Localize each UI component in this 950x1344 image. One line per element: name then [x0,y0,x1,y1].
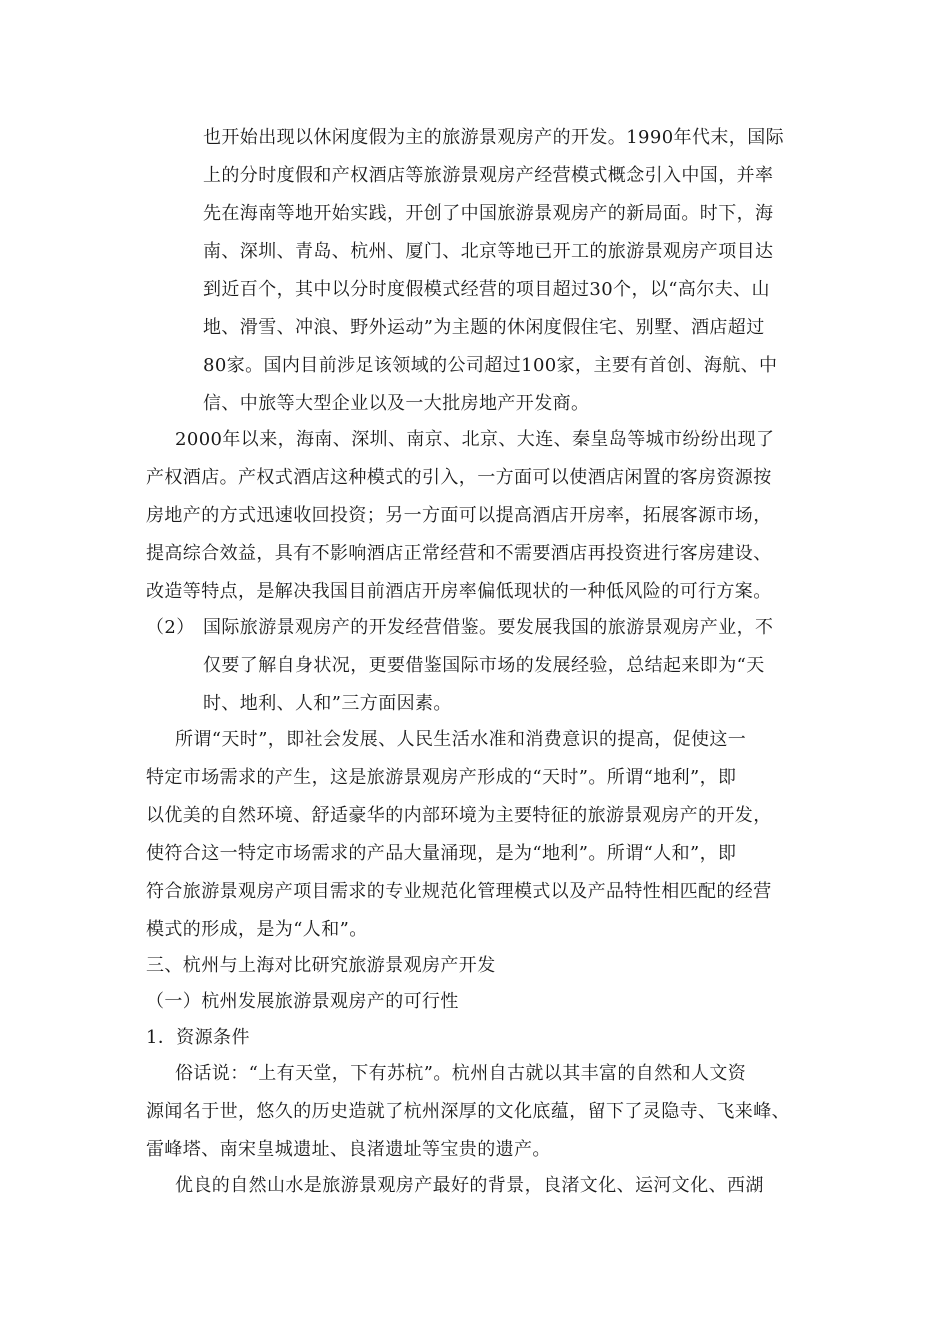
text-line: 80家。国内目前涉足该领域的公司超过100家，主要有首创、海航、中 [203,355,778,376]
text-line: 到近百个，其中以分时度假模式经营的项目超过30个，以“高尔夫、山 [203,279,770,300]
paragraph-line: 所谓“天时”，即社会发展、人民生活水准和消费意识的提高，促使这一 [175,729,747,750]
paragraph-line: 优良的自然山水是旅游景观房产最好的背景，良渚文化、运河文化、西湖 [175,1175,764,1196]
paragraph-line: 2000年以来，海南、深圳、南京、北京、大连、秦皇岛等城市纷纷出现了 [175,429,775,450]
list-item-line: 时、地利、人和”三方面因素。 [203,693,452,714]
paragraph-line: 使符合这一特定市场需求的产品大量涌现，是为“地利”。所谓“人和”，即 [146,843,737,864]
paragraph-line: 俗话说：“上有天堂，下有苏杭”。杭州自古就以其丰富的自然和人文资 [175,1063,747,1084]
text-line: 信、中旅等大型企业以及一大批房地产开发商。 [203,393,590,414]
list-item-number: （2） [146,617,195,638]
list-item-line: 仅要了解自身状况，更要借鉴国际市场的发展经验，总结起来即为“天 [203,655,765,676]
text-line: 先在海南等地开始实践，开创了中国旅游景观房产的新局面。时下，海 [203,203,774,224]
paragraph-line: 符合旅游景观房产项目需求的专业规范化管理模式以及产品特性相匹配的经营 [146,881,772,902]
text-line: 地、滑雪、冲浪、野外运动”为主题的休闲度假住宅、别墅、酒店超过 [203,317,765,338]
list-item-line: 国际旅游景观房产的开发经营借鉴。要发展我国的旅游景观房产业，不 [203,617,774,638]
paragraph-line: 房地产的方式迅速收回投资；另一方面可以提高酒店开房率，拓展客源市场， [146,505,772,526]
paragraph-line: 源闻名于世，悠久的历史造就了杭州深厚的文化底蕴，留下了灵隐寺、飞来峰、 [146,1101,790,1122]
text-line: 也开始出现以休闲度假为主的旅游景观房产的开发。1990年代末，国际 [203,127,785,148]
paragraph-line: 改造等特点，是解决我国目前酒店开房率偏低现状的一种低风险的可行方案。 [146,581,772,602]
text-line: 南、深圳、青岛、杭州、厦门、北京等地已开工的旅游景观房产项目达 [203,241,774,262]
subsubsection-heading: 1．资源条件 [146,1027,250,1048]
paragraph-line: 提高综合效益，具有不影响酒店正常经营和不需要酒店再投资进行客房建设、 [146,543,772,564]
paragraph-line: 以优美的自然环境、舒适豪华的内部环境为主要特征的旅游景观房产的开发， [146,805,772,826]
section-heading: 三、杭州与上海对比研究旅游景观房产开发 [146,955,496,976]
paragraph-line: 产权酒店。产权式酒店这种模式的引入，一方面可以使酒店闲置的客房资源按 [146,467,772,488]
text-line: 上的分时度假和产权酒店等旅游景观房产经营模式概念引入中国，并率 [203,165,774,186]
paragraph-line: 模式的形成，是为“人和”。 [146,919,368,940]
subsection-heading: （一）杭州发展旅游景观房产的可行性 [146,991,459,1012]
paragraph-line: 雷峰塔、南宋皇城遗址、良渚遗址等宝贵的遗产。 [146,1139,551,1160]
paragraph-line: 特定市场需求的产生，这是旅游景观房产形成的“天时”。所谓“地利”，即 [146,767,737,788]
